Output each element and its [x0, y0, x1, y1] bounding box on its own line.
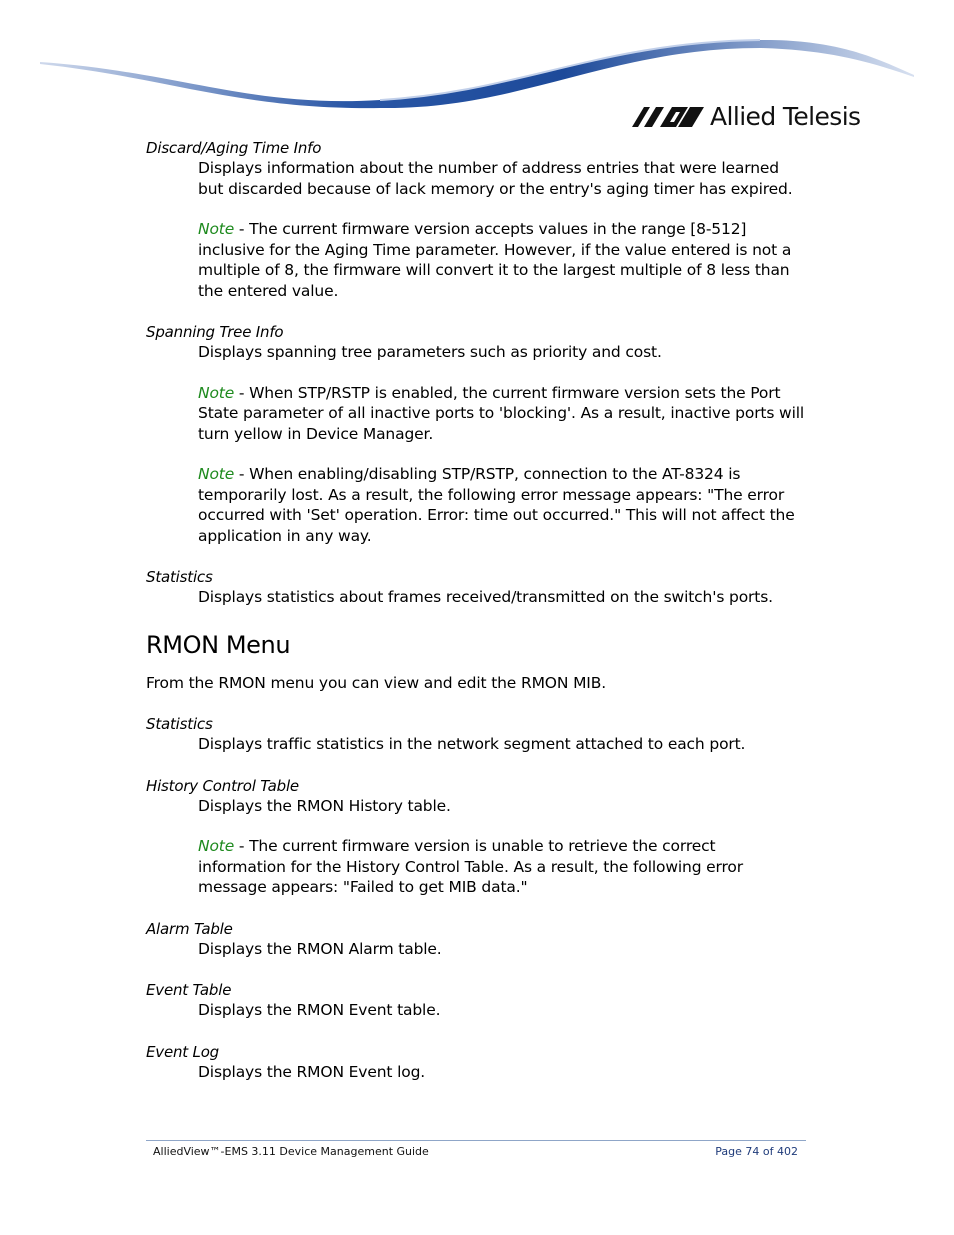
note-aging-time: [198, 219, 806, 301]
note-stp-port-state: [198, 383, 806, 445]
page-content: [146, 138, 806, 1082]
term-discard-aging: Discard/Aging Time Info: [146, 139, 322, 157]
note-text: - When STP/RSTP is enabled, the current firmware version sets the Port State parameter of all inactive ports to 'blocking'. As a result, inactive ports will turn yellow in Device Manager.: [198, 383, 805, 443]
note-label: Note: [198, 383, 235, 402]
desc-event-log: Displays the RMON Event log.: [198, 1062, 426, 1081]
footer-divider: [146, 1140, 806, 1141]
desc-spanning-tree: Displays spanning tree parameters such as priority and cost.: [198, 343, 662, 361]
note-label: Note: [198, 220, 235, 238]
footer-document-title: AlliedView™-EMS 3.11 Device Management Guide: [153, 1145, 429, 1158]
term-event-log: Event Log: [146, 1042, 219, 1061]
note-label: Note: [198, 465, 235, 483]
note-label: Note: [198, 837, 235, 855]
note-text: - The current firmware version is unable to retrieve the correct information for the History Control Table. As a result, the following error message appears: "Failed to get MIB data.": [198, 837, 743, 896]
term-alarm-table: Alarm Table: [146, 919, 233, 938]
term-rmon-statistics: Statistics: [146, 715, 213, 733]
rmon-heading: RMON Menu: [146, 630, 291, 659]
term-spanning-tree: Spanning Tree Info: [146, 323, 284, 341]
note-stp-timeout: [198, 464, 806, 546]
desc-discard-aging: Displays information about the number of address entries that were learned but discarded because of lack memory or the entry's aging timer has expired.: [198, 159, 793, 198]
rmon-intro: From the RMON menu you can view and edit the RMON MIB.: [146, 673, 606, 692]
desc-history-control: Displays the RMON History table.: [198, 796, 451, 815]
note-text: - When enabling/disabling STP/RSTP, connection to the AT-8324 is temporarily lost. As a result, the following error message appears: "The error occurred with 'Set' operation. Error: time out occurred." This will not affect the application in any way.: [198, 465, 795, 545]
note-text: - The current firmware version accepts values in the range [8-512] inclusive for the Aging Time parameter. However, if the value entered is not a multiple of 8, the firmware will convert it to the largest multiple of 8 less than the entered value.: [198, 220, 792, 300]
desc-alarm-table: Displays the RMON Alarm table.: [198, 939, 442, 958]
allied-telesis-logo: [630, 100, 862, 134]
footer-page-number: Page 74 of 402: [715, 1145, 798, 1158]
logo-wordmark: Allied Telesis: [710, 102, 861, 131]
desc-event-table: Displays the RMON Event table.: [198, 1001, 441, 1019]
desc-rmon-statistics: Displays traffic statistics in the network segment attached to each port.: [198, 735, 746, 753]
note-history-control: [198, 836, 806, 898]
term-statistics: Statistics: [146, 568, 213, 586]
allied-telesis-logo-mark-icon: [630, 100, 708, 134]
desc-statistics: Displays statistics about frames received/transmitted on the switch's ports.: [198, 588, 773, 606]
term-event-table: Event Table: [146, 981, 232, 999]
term-history-control: History Control Table: [146, 776, 299, 795]
